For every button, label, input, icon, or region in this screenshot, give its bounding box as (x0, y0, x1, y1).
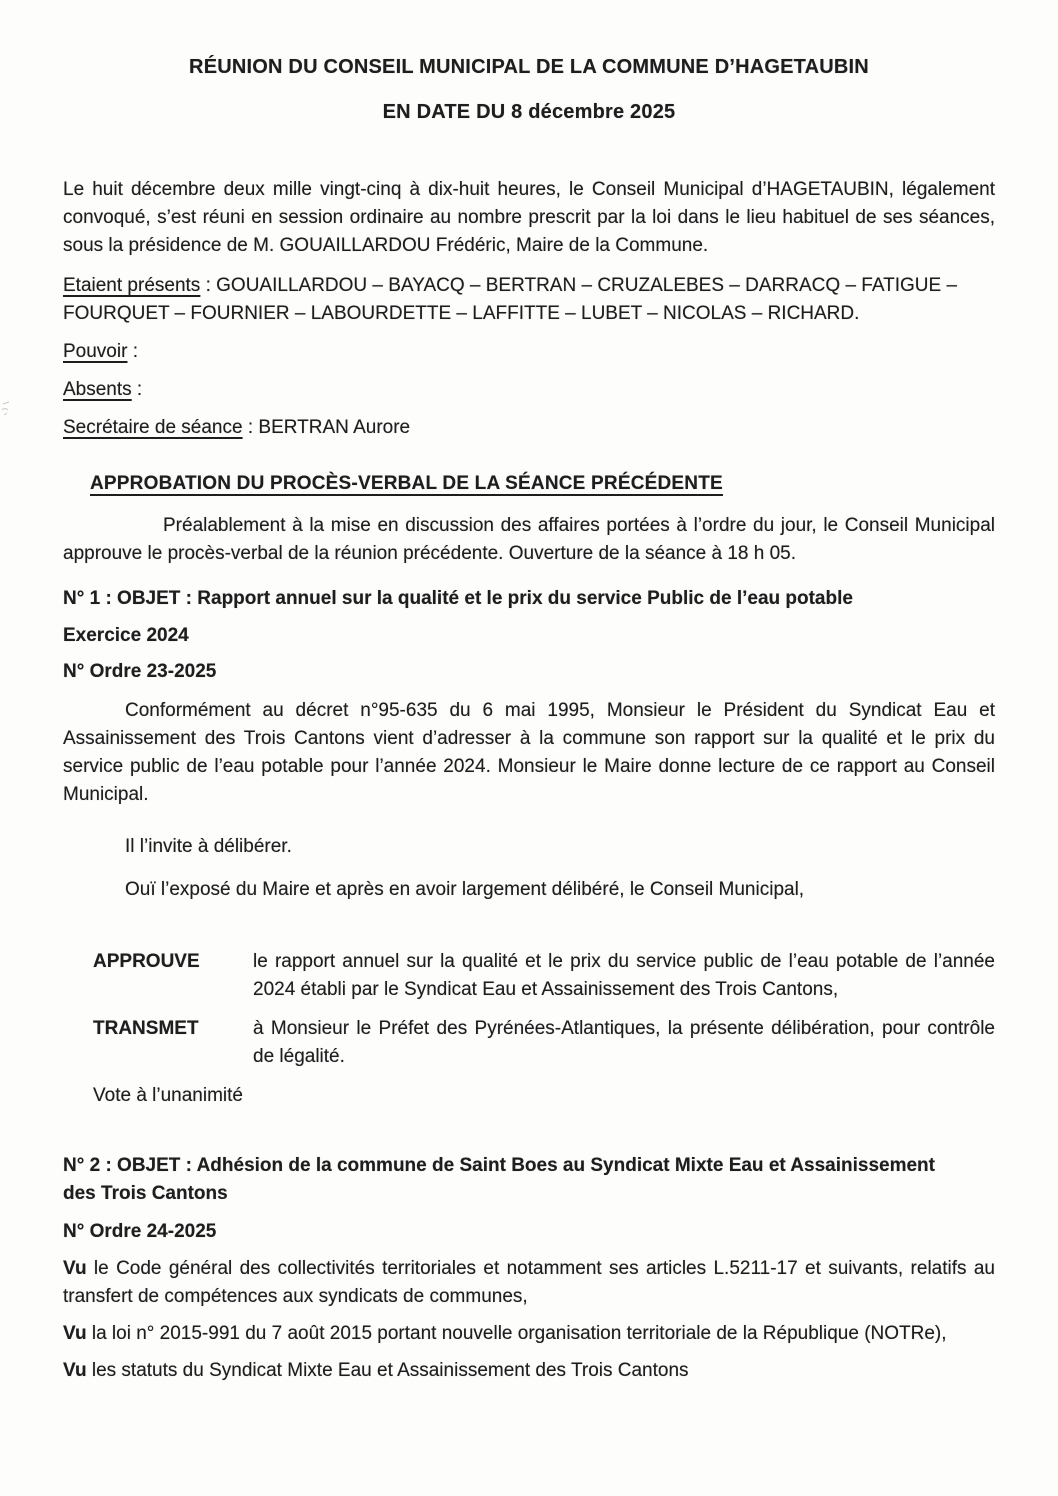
presents-line (63, 272, 995, 328)
absents-separator: : (131, 379, 143, 400)
intro-paragraph: Le huit décembre deux mille vingt-cinq à dix-huit heures, le Conseil Municipal d’HAGETAUBIN, légalement convoqué, s’est réuni en session ordinaire au nombre prescrit par la loi dans le lieu habituel de ses séances, sous la présidence de M. GOUAILLARDOU Frédéric, Maire de la Commune. (63, 179, 995, 256)
scan-artifact (1, 398, 13, 426)
secretary-name: BERTRAN Aurore (258, 417, 411, 438)
absents-line (63, 376, 995, 404)
vu-text-2: la loi n° 2015-991 du 7 août 2015 portant nouvelle organisation territoriale de la République (NOTRe), (86, 1323, 947, 1344)
decision-verb-approuve: APPROUVE (93, 951, 200, 972)
secretary-separator: : (242, 417, 259, 438)
presents-names: GOUAILLARDOU – BAYACQ – BERTRAN – CRUZALEBES – DARRACQ – FATIGUE – FOURQUET – FOURNIER – LABOURDETTE – LAFFITTE – LUBET – NICOLAS – RICHARD. (63, 275, 958, 324)
vu-text-3: les statuts du Syndicat Mixte Eau et Assainissement des Trois Cantons (86, 1360, 689, 1381)
pouvoir-separator: : (127, 341, 138, 362)
item1-exercice: Exercice 2024 (63, 625, 189, 646)
item1-body-paragraph: Conformément au décret n°95-635 du 6 mai 1995, Monsieur le Président du Syndicat Eau et Assainissement des Trois Cantons vient d’adresser à la commune son rapport sur la qualité et le prix du service public de l’eau potable pour l’année 2024. Monsieur le Maire donne lecture de ce rapport au Conseil Municipal. (63, 700, 995, 805)
pouvoir-label: Pouvoir (63, 341, 128, 362)
vu-label-3: Vu (63, 1360, 87, 1381)
vu-text-1: le Code général des collectivités territoriales et notamment ses articles L.5211-17 et suivants, relatifs au transfert de compétences aux syndicats de communes, (63, 1258, 995, 1307)
decision-verb-transmet: TRANSMET (93, 1018, 199, 1039)
approbation-heading: APPROBATION DU PROCÈS-VERBAL DE LA SÉANCE PRÉCÉDENTE (90, 473, 723, 494)
absents-label: Absents (63, 379, 132, 400)
document-date-line: EN DATE DU 8 décembre 2025 (382, 101, 676, 123)
presents-label: Etaient présents (63, 275, 201, 296)
item1-vote-line: Vote à l’unanimité (93, 1085, 243, 1106)
item1-oui-line: Ouï l’exposé du Maire et après en avoir largement délibéré, le Conseil Municipal, (125, 879, 805, 900)
secretary-label: Secrétaire de séance (63, 417, 243, 438)
approbation-paragraph: Préalablement à la mise en discussion des affaires portées à l’ordre du jour, le Conseil Municipal approuve le procès-verbal de la réunion précédente. Ouverture de la séance à 18 h 05. (63, 515, 995, 564)
item2-vu-paragraph-2 (63, 1320, 995, 1348)
vu-label-1: Vu (63, 1258, 87, 1279)
decision-row-transmet (63, 1015, 995, 1071)
decision-row-approuve (63, 948, 995, 1004)
decision-text-transmet: à Monsieur le Préfet des Pyrénées-Atlantiques, la présente délibération, pour contrôle de légalité. (253, 1018, 995, 1067)
item1-heading: N° 1 : OBJET : Rapport annuel sur la qualité et le prix du service Public de l’eau potable (63, 588, 853, 609)
vu-label-2: Vu (63, 1323, 87, 1344)
item2-vu-paragraph-1 (63, 1255, 995, 1311)
secretary-line (63, 414, 995, 442)
item2-ordre: N° Ordre 24-2025 (63, 1221, 217, 1242)
document-title: RÉUNION DU CONSEIL MUNICIPAL DE LA COMMUNE D’HAGETAUBIN (189, 56, 869, 78)
item1-ordre: N° Ordre 23-2025 (63, 661, 217, 682)
decision-text-approuve: le rapport annuel sur la qualité et le prix du service public de l’eau potable de l’année 2024 établi par le Syndicat Eau et Assainissement des Trois Cantons, (253, 951, 995, 1000)
presents-separator: : (200, 275, 217, 296)
item1-invite-line: Il l’invite à délibérer. (125, 836, 292, 857)
item2-vu-paragraph-3 (63, 1357, 995, 1385)
pouvoir-line (63, 338, 995, 366)
item2-heading: N° 2 : OBJET : Adhésion de la commune de Saint Boes au Syndicat Mixte Eau et Assainissement des Trois Cantons (63, 1155, 935, 1204)
